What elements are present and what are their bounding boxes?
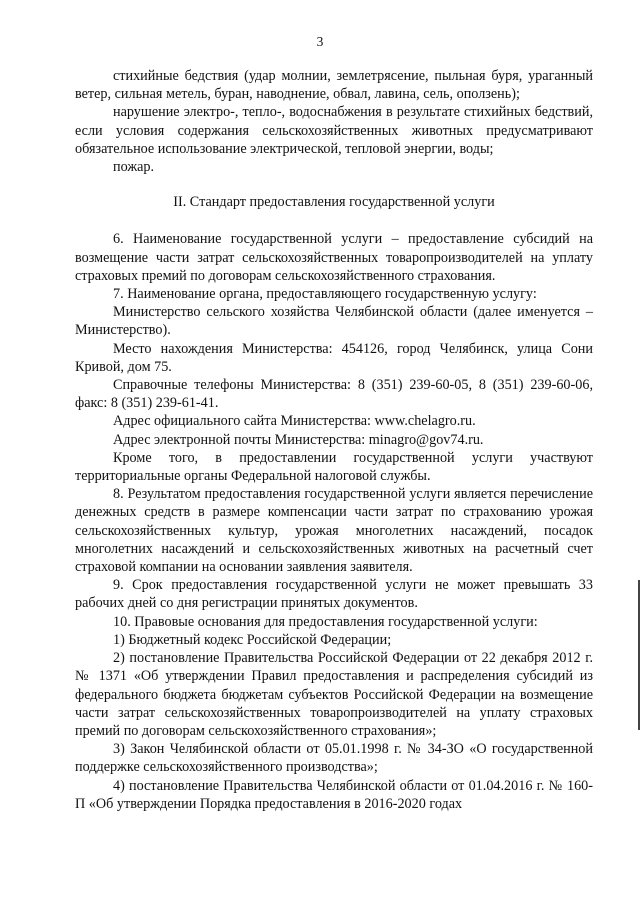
paragraph-utility-failure: нарушение электро-, тепло-, водоснабжения в результате стихийных бедствий, если условия содержания сельскохозяйственных животных предусматривают обязательное использование электрической, тепловой энергии, воды; <box>75 104 593 157</box>
paragraph-email: Адрес электронной почты Министерства: minagro@gov74.ru. <box>113 431 484 448</box>
paragraph-term: 9. Срок предоставления государственной услуги не может превышать 33 рабочих дней со дня регистрации принятых документов. <box>75 577 593 612</box>
paragraph-tax-service: Кроме того, в предоставлении государственной услуги участвуют территориальные органы Федеральной налоговой службы. <box>75 449 593 485</box>
paragraph-fire: пожар. <box>113 159 155 176</box>
paragraph-authority-name: 7. Наименование органа, предоставляющего государственную услугу: <box>113 286 537 303</box>
document-body <box>75 67 593 813</box>
list-item-budget-code: 1) Бюджетный кодекс Российской Федерации; <box>113 631 392 648</box>
paragraph-natural-disasters: стихийные бедствия (удар молнии, землетрясение, пыльная буря, ураганный ветер, сильная метель, буран, наводнение, обвал, лавина, сель, оползень); <box>75 68 593 103</box>
list-item-resolution-1371: 2) постановление Правительства Российской Федерации от 22 декабря 2012 г. № 1371 «Об утверждении Правил предоставления и распределения субсидий из федерального бюджета бюджетам субъектов Российской Федерации на возмещение части затрат сельскохозяйственных товаропроизводителей на уплату страховых премий по договорам сельскохозяйственного страхования»; <box>75 650 593 739</box>
paragraph-phones: Справочные телефоны Министерства: 8 (351) 239-60-05, 8 (351) 239-60-06, факс: 8 (351) 239-61-41. <box>75 377 593 412</box>
section-heading: II. Стандарт предоставления государственной услуги <box>173 194 495 211</box>
paragraph-ministry: Министерство сельского хозяйства Челябинской области (далее именуется – Министерство). <box>75 304 593 339</box>
page-number: 3 <box>316 34 324 49</box>
paragraph-legal-grounds: 10. Правовые основания для предоставления государственной услуги: <box>113 613 538 630</box>
list-item-resolution-160-p: 4) постановление Правительства Челябинской области от 01.04.2016 г. № 160-П «Об утверждении Порядка предоставления в 2016-2020 годах <box>75 777 593 812</box>
paragraph-address: Место нахождения Министерства: 454126, город Челябинск, улица Сони Кривой, дом 75. <box>75 340 593 375</box>
list-item-law-34-zo: 3) Закон Челябинской области от 05.01.1998 г. № 34-ЗО «О государственной поддержке сельскохозяйственного производства»; <box>75 741 593 776</box>
paragraph-result: 8. Результатом предоставления государственной услуги является перечисление денежных средств в размере компенсации части затрат по страхованию урожая сельскохозяйственных культур, урожая многолетних насаждений, посадок многолетних насаждений и сельскохозяйственных животных на расчетный счет страховой компании на основании заявления заявителя. <box>75 486 593 576</box>
paragraph-website: Адрес официального сайта Министерства: www.chelagro.ru. <box>113 413 476 430</box>
paragraph-service-name: 6. Наименование государственной услуги – предоставление субсидий на возмещение части затрат сельскохозяйственных товаропроизводителей на уплату страховых премий по договорам сельскохозяйственного страхования. <box>75 231 593 284</box>
